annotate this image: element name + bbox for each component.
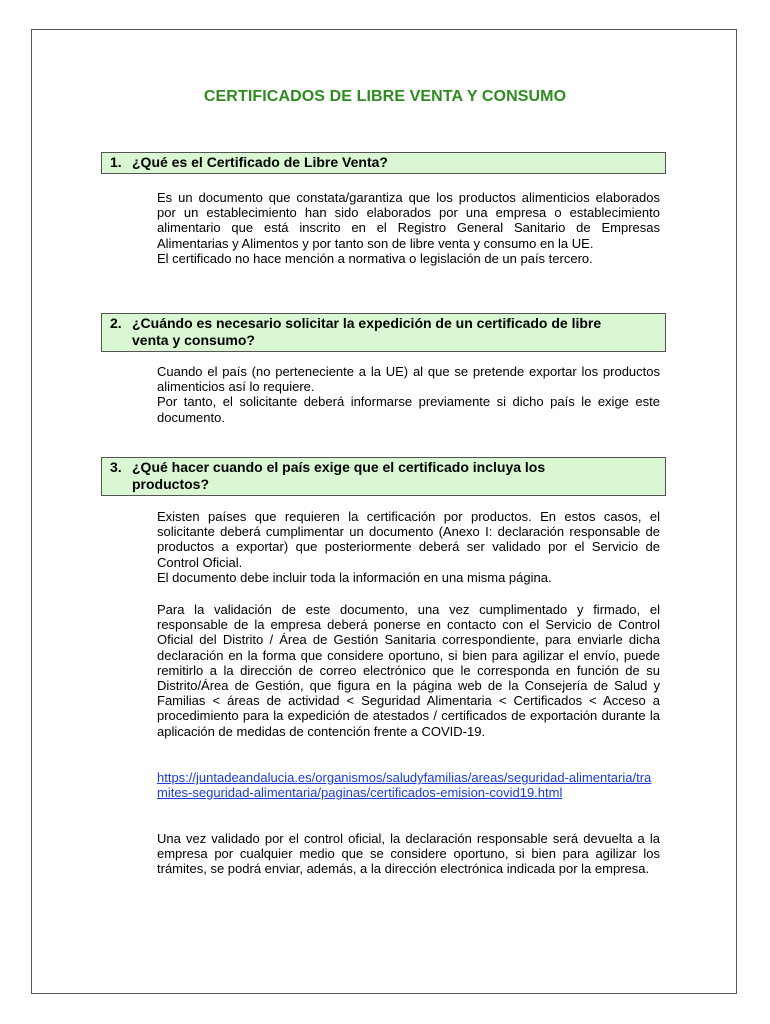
section-3-heading [101, 457, 666, 496]
section-1-paragraph: Es un documento que constata/garantiza que los productos alimenticios elaborados por un establecimiento han sido elaborados por una empresa o establecimiento alimentario que está inscrito en el Registro General Sanitario de Empresas Alimentarias y Alimentos y por tanto son de libre venta y consumo en la UE. [157, 190, 660, 251]
section-2-title-line1: ¿Cuándo es necesario solicitar la expedición de un certificado de libre [132, 315, 602, 331]
procedure-link[interactable]: https://juntadeandalucia.es/organismos/saludyfamilias/areas/seguridad-alimentaria/tramites-seguridad-alimentaria/paginas/certificados-emision-covid19.html [157, 770, 652, 801]
section-3-closing-paragraph: Una vez validado por el control oficial, la declaración responsable será devuelta a la empresa por cualquier medio que se considere oportuno, si bien para agilizar los trámites, se podrá enviar, además, a la dirección electrónica indicada por la empresa. [157, 831, 660, 877]
section-3-number: 3. [110, 459, 122, 475]
section-1-number: 1. [110, 154, 122, 170]
section-1-heading [101, 152, 666, 174]
document-title: CERTIFICADOS DE LIBRE VENTA Y CONSUMO [203, 88, 567, 105]
section-2-paragraph: Por tanto, el solicitante deberá informarse previamente si dicho país le exige este documento. [157, 394, 660, 425]
section-3-link-block [157, 770, 660, 800]
section-2-paragraph: Cuando el país (no perteneciente a la UE) al que se pretende exportar los productos alimenticios así lo requiere. [157, 364, 660, 395]
section-3-paragraph: El documento debe incluir toda la información en una misma página. [157, 569, 552, 585]
section-2-heading [101, 313, 666, 352]
section-3-title-line1: ¿Qué hacer cuando el país exige que el certificado incluya los [132, 459, 546, 475]
section-3-paragraph: Existen países que requieren la certificación por productos. En estos casos, el solicitante deberá cumplimentar un documento (Anexo I: declaración responsable de productos a exportar) que posteriormente deberá ser validado por el Servicio de Control Oficial. [157, 509, 660, 570]
section-3-title-line2: productos? [132, 476, 209, 492]
section-3-validation [157, 602, 660, 739]
section-1-body [157, 190, 660, 266]
section-3-body [157, 509, 660, 585]
section-1-title: ¿Qué es el Certificado de Libre Venta? [132, 154, 388, 170]
section-2-title-line2: venta y consumo? [132, 332, 255, 348]
section-2-number: 2. [110, 315, 122, 331]
section-3-paragraph: Para la validación de este documento, una vez cumplimentado y firmado, el responsable de la empresa deberá ponerse en contacto con el Servicio de Control Oficial del Distrito / Área de Gestión Sanitaria correspondiente, para enviarle dicha declaración en la forma que considere oportuno, si bien para agilizar el envío, puede remitirlo a la dirección de correo electrónico que le corresponda en función de su Distrito/Área de Gestión, que figura en la página web de la Consejería de Salud y Familias < áreas de actividad < Seguridad Alimentaria < Certificados < Acceso a procedimiento para la expedición de atestados / certificados de exportación durante la aplicación de medidas de contención frente a COVID-19. [157, 602, 660, 739]
section-2-body [157, 364, 660, 425]
section-3-closing [157, 831, 660, 877]
section-1-paragraph: El certificado no hace mención a normativa o legislación de un país tercero. [157, 250, 593, 266]
